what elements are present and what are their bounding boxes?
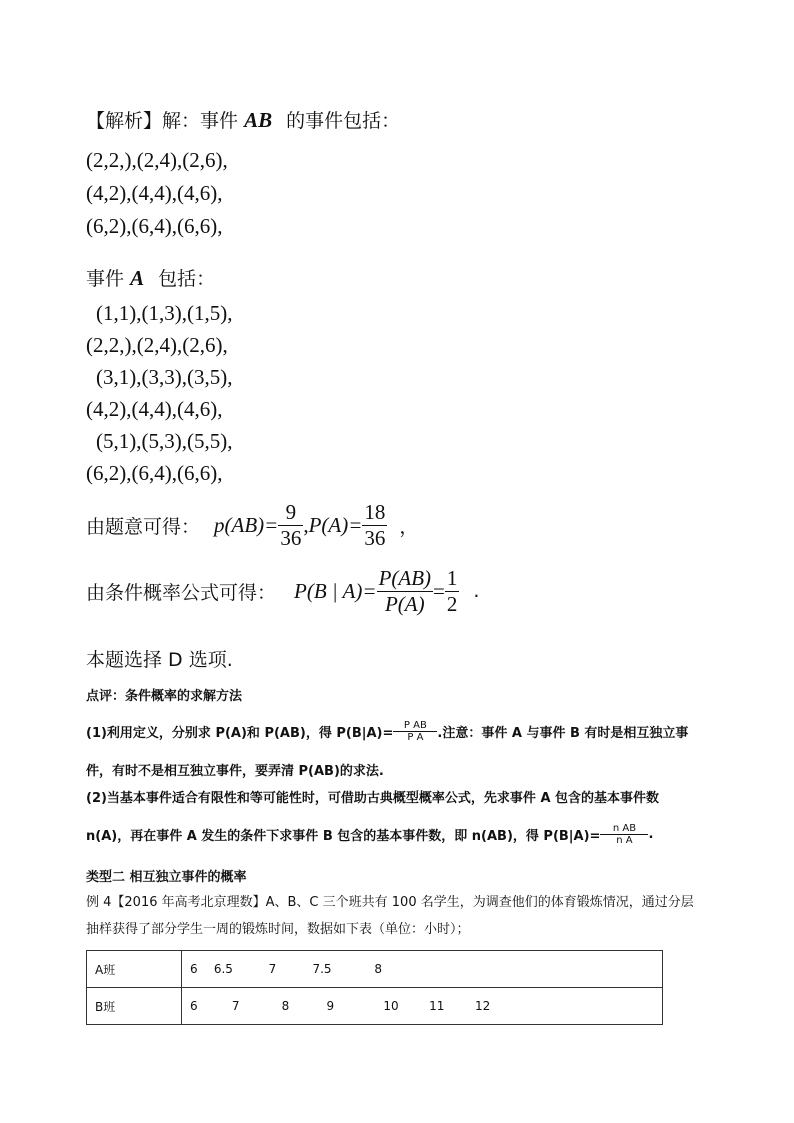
table-row bbox=[87, 951, 663, 988]
event-a-label bbox=[86, 264, 215, 291]
fraction-denominator: 2 bbox=[446, 591, 458, 616]
fraction-numerator: n AB bbox=[612, 822, 637, 834]
a-label-prefix: 事件 bbox=[86, 268, 125, 290]
fraction-numerator: P(AB) bbox=[378, 565, 432, 590]
a-row-1: (1,1),(1,3),(1,5), bbox=[96, 301, 233, 325]
exercise-time-table bbox=[86, 950, 663, 1025]
comment-p1-line2: 件，有时不是相互独立事件，要弄清 P(AB)的求法. bbox=[86, 764, 384, 779]
a-row-3: (3,1),(3,3),(3,5), bbox=[96, 365, 233, 389]
fraction-denominator: 36 bbox=[364, 525, 386, 550]
table-cell: 7 bbox=[231, 999, 240, 1013]
comment-p2-line2 bbox=[86, 814, 653, 854]
a-row-2: (2,2,),(2,4),(2,6), bbox=[86, 333, 228, 357]
table-cell: 6.5 bbox=[213, 962, 233, 976]
row-values bbox=[182, 988, 663, 1025]
answer-line: 本题选择 D 选项. bbox=[86, 649, 233, 671]
ab-row-2: (4,2),(4,4),(4,6), bbox=[86, 181, 223, 205]
fraction-pab-pa bbox=[377, 566, 433, 617]
row-label: A班 bbox=[87, 951, 182, 988]
a-row-5: (5,1),(5,3),(5,5), bbox=[96, 429, 233, 453]
row-values bbox=[182, 951, 663, 988]
fraction-p-ab-p-a bbox=[393, 720, 437, 743]
table-row bbox=[87, 988, 663, 1025]
fraction-n-ab-n-a bbox=[600, 823, 648, 846]
fraction-numerator: 1 bbox=[446, 565, 458, 590]
example-line-2: 抽样获得了部分学生一周的锻炼时间，数据如下表（单位：小时）； bbox=[86, 922, 470, 937]
table-cell: 9 bbox=[326, 999, 335, 1013]
heading-event: AB bbox=[244, 108, 273, 132]
ab-row-3: (6,2),(6,4),(6,6), bbox=[86, 214, 223, 238]
comment-p2-end: . bbox=[648, 826, 654, 842]
a-row-4: (4,2),(4,4),(4,6), bbox=[86, 397, 223, 421]
fraction-9-36 bbox=[278, 500, 303, 551]
solution-heading bbox=[86, 106, 400, 133]
a-label-suffix: 包括： bbox=[158, 268, 216, 290]
table-cell: 10 bbox=[383, 999, 399, 1013]
formula-lhs: P(B | A)= bbox=[294, 578, 377, 603]
example-line-1: 例 4【2016 年高考北京理数】A、B、C 三个班共有 100 名学生，为调查他们的体育锻炼情况，通过分层 bbox=[86, 895, 694, 910]
fraction-denominator: n A bbox=[600, 834, 648, 846]
comment-title: 点评：条件概率的求解方法 bbox=[86, 689, 243, 704]
comment-p1-text-b: .注意：事件 A 与事件 B 有时是相互独立事 bbox=[437, 725, 689, 741]
section-title-type2: 类型二 相互独立事件的概率 bbox=[86, 870, 247, 885]
fraction-denominator: P A bbox=[393, 731, 437, 743]
formula-prefix: 由条件概率公式可得： bbox=[86, 581, 277, 604]
formula-line bbox=[86, 562, 479, 620]
given-sep: , bbox=[303, 512, 309, 537]
comment-p1-text-a: (1)利用定义，分别求 P(A)和 P(AB)，得 P(B|A)= bbox=[86, 725, 394, 741]
table-cell: 6 bbox=[190, 962, 198, 976]
given-end: ， bbox=[399, 515, 419, 538]
given-prefix: 由题意可得： bbox=[86, 515, 201, 538]
fraction-numerator: 9 bbox=[285, 499, 297, 524]
row-label: B班 bbox=[87, 988, 182, 1025]
heading-suffix: 的事件包括： bbox=[286, 110, 401, 132]
fraction-denominator: 36 bbox=[280, 525, 302, 550]
given-lhs-1: p(AB)= bbox=[214, 512, 279, 537]
table-cell: 7 bbox=[268, 962, 277, 976]
fraction-18-36 bbox=[362, 500, 387, 551]
heading-prefix: 【解析】解：事件 bbox=[86, 110, 239, 132]
table-cell: 6 bbox=[190, 999, 198, 1013]
table-cell: 7.5 bbox=[312, 962, 332, 976]
formula-end: . bbox=[473, 580, 480, 602]
fraction-numerator: 18 bbox=[364, 499, 386, 524]
comment-p2-text-b: n(A)，再在事件 A 发生的条件下求事件 B 包含的基本事件数，即 n(AB)，得 P(B|A)= bbox=[86, 828, 601, 844]
table-cell: 8 bbox=[374, 962, 382, 976]
table-cell: 8 bbox=[281, 999, 290, 1013]
a-row-6: (6,2),(6,4),(6,6), bbox=[86, 461, 223, 485]
formula-equals: = bbox=[433, 578, 445, 603]
a-label-event: A bbox=[130, 266, 145, 290]
given-line bbox=[86, 497, 418, 553]
comment-p2-line1: (2)当基本事件适合有限性和等可能性时，可借助古典概型概率公式，先求事件 A 包含的基本事件数 bbox=[86, 791, 660, 806]
fraction-numerator: P AB bbox=[403, 719, 427, 731]
ab-row-1: (2,2,),(2,4),(2,6), bbox=[86, 148, 228, 172]
table-cell: 11 bbox=[429, 999, 445, 1013]
fraction-denominator: P(A) bbox=[377, 591, 433, 617]
table-cell: 12 bbox=[474, 999, 491, 1013]
given-lhs-2: P(A)= bbox=[308, 512, 363, 537]
fraction-1-2 bbox=[445, 566, 460, 617]
comment-p1-line1 bbox=[86, 711, 688, 751]
